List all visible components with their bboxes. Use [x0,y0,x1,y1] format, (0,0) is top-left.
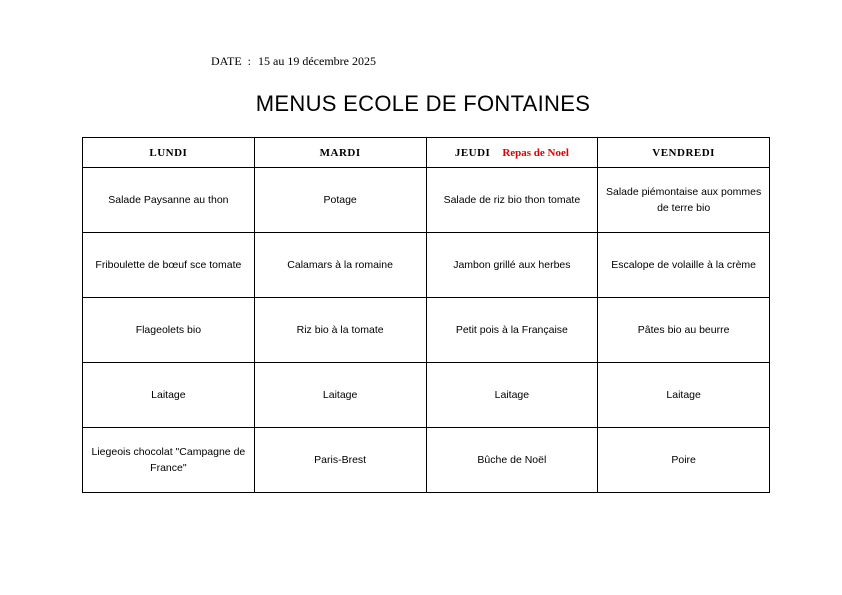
menu-cell: Escalope de volaille à la crème [598,233,770,298]
date-separator: : [247,54,252,68]
menu-cell: Salade de riz bio thon tomate [426,168,598,233]
menu-cell: Liegeois chocolat "Campagne de France" [83,428,255,493]
christmas-meal-note: Repas de Noel [502,146,569,159]
menu-cell: Laitage [254,363,426,428]
jeudi-label: JEUDI [454,146,491,159]
table-row-side [83,298,770,363]
table-row-main [83,233,770,298]
menu-table [82,137,770,493]
menu-cell: Jambon grillé aux herbes [426,233,598,298]
page-title: MENUS ECOLE DE FONTAINES [255,91,591,116]
menu-cell: Paris-Brest [254,428,426,493]
header-row [83,138,770,168]
menu-cell: Pâtes bio au beurre [598,298,770,363]
column-header-lundi: LUNDI [83,138,255,168]
table-row-starter [83,168,770,233]
menu-cell: Bûche de Noël [426,428,598,493]
table-row-dairy [83,363,770,428]
menu-cell: Riz bio à la tomate [254,298,426,363]
menu-cell: Calamars à la romaine [254,233,426,298]
menu-cell: Salade Paysanne au thon [83,168,255,233]
menu-cell: Laitage [83,363,255,428]
column-header-jeudi [426,138,598,168]
column-header-mardi: MARDI [254,138,426,168]
menu-cell: Friboulette de bœuf sce tomate [83,233,255,298]
date-line [211,54,376,69]
table-row-dessert [83,428,770,493]
column-header-vendredi: VENDREDI [598,138,770,168]
date-value: 15 au 19 décembre 2025 [258,54,376,68]
menu-cell: Potage [254,168,426,233]
menu-cell: Flageolets bio [83,298,255,363]
menu-cell: Poire [598,428,770,493]
menu-cell: Laitage [598,363,770,428]
menu-cell: Laitage [426,363,598,428]
date-label: DATE [211,54,242,68]
menu-cell: Petit pois à la Française [426,298,598,363]
menu-cell: Salade piémontaise aux pommes de terre bio [598,168,770,233]
